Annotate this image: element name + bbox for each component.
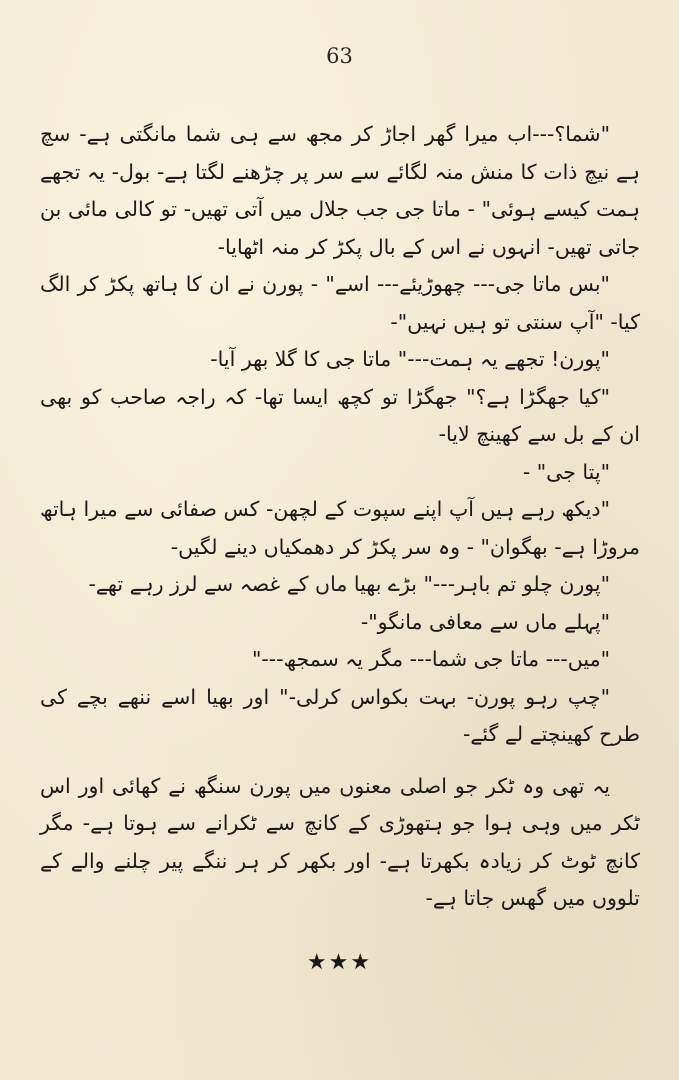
paragraph: "پورن چلو تم باہر---" بڑے بھیا ماں کے غصہ سے لرز رہے تھے-	[88, 572, 610, 596]
paragraph: "پہلے ماں سے معافی مانگو"-	[360, 609, 610, 634]
section-break-stars: ★★★	[306, 950, 373, 975]
paragraph: "دیکھ رہے ہیں آپ اپنے سپوت کے لچھن- کس صفائی سے میرا ہاتھ مروڑا ہے- بھگوان" - وہ سر پکڑ کر دھمکیاں دینے لگیں-	[40, 497, 640, 559]
paragraph: "پتا جی" -	[522, 459, 610, 484]
body-text	[40, 116, 640, 918]
paragraph: "چپ رہو پورن- بہت بکواس کرلی-" اور بھیا اسے ننھے بچے کی طرح کھینچتے لے گئے-	[40, 684, 640, 746]
paragraph: "بس ماتا جی--- چھوڑیئے--- اسے" - پورن نے ان کا ہاتھ پکڑ کر الگ کیا- "آپ سنتی تو ہیں نہیں"-	[40, 272, 640, 334]
page-number: 63	[326, 44, 353, 68]
paragraph: "شما؟---اب میرا گھر اجاڑ کر مجھ سے ہی شما مانگتی ہے- سچ ہے نیچ ذات کا منش منہ لگائے سے سر پر چڑھنے لگتا ہے- بول- یہ تجھے ہمت کیسے ہوئی" - ماتا جی جب جلال میں آتی تھیں- تو کالی مائی بن جاتی تھیں- انہوں نے اس کے بال پکڑ کر منہ اٹھایا-	[40, 122, 640, 259]
paragraph: "کیا جھگڑا ہے؟" جھگڑا تو کچھ ایسا تھا- کہ راجہ صاحب کو بھی ان کے بل سے کھینچ لایا-	[40, 384, 640, 446]
paragraph: "میں--- ماتا جی شما--- مگر یہ سمجھ---"	[251, 647, 610, 671]
paragraph: "پورن! تجھے یہ ہمت---" ماتا جی کا گلا بھر آیا-	[210, 347, 610, 371]
paragraph: یہ تھی وہ ٹکر جو اصلی معنوں میں پورن سنگھ نے کھائی اور اس ٹکر میں وہی ہوا جو ہتھوڑی کے کانچ سے ٹکرانے سے ہوتا ہے- مگر کانچ ٹوٹ کر زیادہ بکھرتا ہے- اور بکھر کر ہر ننگے پیر چلنے والے کے تلووں میں گھس جاتا ہے-	[40, 773, 640, 910]
